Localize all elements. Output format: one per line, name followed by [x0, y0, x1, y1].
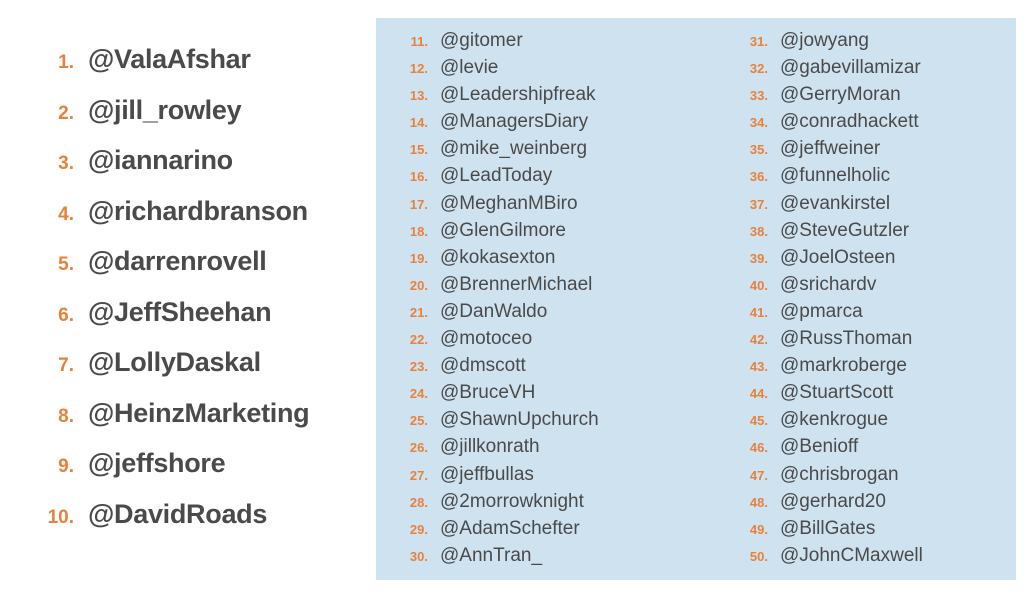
twitter-handle: @dmscott [440, 355, 526, 377]
twitter-handle: @AnnTran_ [440, 544, 543, 566]
twitter-handle: @mike_weinberg [440, 138, 588, 160]
rank-number: 46. [749, 440, 768, 456]
twitter-handle: @iannarino [88, 145, 233, 175]
list-item [394, 409, 716, 436]
rank-number: 38. [749, 223, 768, 239]
twitter-handle: @evankirstel [780, 192, 891, 214]
list-item [394, 274, 716, 301]
rank-number: 27. [409, 467, 428, 483]
rank-number: 47. [749, 467, 768, 483]
rank-number: 2. [58, 102, 74, 124]
rank-number: 49. [749, 521, 768, 537]
rank-number: 19. [409, 250, 428, 266]
rank-number: 21. [409, 304, 428, 320]
twitter-handle: @2morrowknight [440, 490, 584, 512]
twitter-handle: @levie [440, 57, 499, 79]
list-item [734, 436, 1016, 463]
top-ten-list [18, 44, 376, 549]
twitter-handle: @kokasexton [440, 246, 556, 268]
twitter-handle: @ShawnUpchurch [440, 409, 599, 431]
rank-number: 10. [47, 506, 74, 528]
list-item [18, 499, 376, 550]
list-item [734, 138, 1016, 165]
rank-number: 44. [749, 386, 768, 402]
rank-number: 3. [58, 153, 74, 174]
list-item [394, 165, 716, 192]
list-item [18, 246, 376, 297]
list-item [734, 193, 1016, 220]
list-item [734, 355, 1016, 382]
rank-number: 4. [58, 203, 74, 225]
rank-number: 43. [749, 359, 768, 375]
twitter-handle: @GlenGilmore [440, 219, 566, 241]
twitter-handle: @funnelholic [780, 165, 891, 187]
twitter-handle: @LollyDaskal [88, 347, 261, 377]
twitter-handle: @StuartScott [780, 382, 894, 404]
list-item [394, 436, 716, 463]
rank-number: 33. [749, 88, 768, 104]
rank-number: 35. [749, 142, 768, 158]
rank-number: 30. [409, 548, 428, 564]
list-item [394, 301, 716, 328]
list-item [394, 545, 716, 572]
rank-number: 26. [409, 440, 428, 456]
list-item [18, 145, 376, 196]
list-item [394, 138, 716, 165]
twitter-handle: @BillGates [780, 517, 876, 539]
rank-number: 29. [409, 521, 428, 537]
twitter-handle: @Leadershipfreak [440, 84, 596, 106]
list-item [734, 545, 1016, 572]
twitter-handle: @ManagersDiary [440, 111, 589, 133]
twitter-handle: @ValaAfshar [88, 44, 251, 74]
twitter-handle: @LeadToday [440, 165, 553, 187]
list-item [18, 398, 376, 449]
rank-number: 32. [749, 61, 768, 77]
twitter-handle: @conradhackett [780, 111, 919, 133]
twitter-handle: @RussThoman [780, 328, 913, 350]
rank-number: 25. [409, 413, 428, 429]
rank-number: 12. [409, 61, 428, 77]
list-item [394, 382, 716, 409]
list-item [734, 464, 1016, 491]
twitter-handle: @gerhard20 [780, 490, 886, 512]
twitter-handle: @gabevillamizar [780, 57, 921, 79]
list-item [734, 409, 1016, 436]
list-item [18, 297, 376, 348]
right-column [716, 30, 1016, 580]
twitter-handle: @jill_rowley [88, 94, 242, 125]
list-item [734, 301, 1016, 328]
twitter-handle: @JoelOsteen [780, 246, 896, 268]
twitter-handle: @jeffweiner [780, 138, 881, 160]
twitter-handle: @DavidRoads [88, 498, 268, 529]
rank-number: 14. [409, 115, 428, 131]
middle-column [376, 30, 716, 580]
list-item [394, 30, 716, 57]
rank-number: 18. [409, 223, 428, 239]
twitter-handle: @MeghanMBiro [440, 192, 578, 214]
slide-canvas [18, 18, 1016, 580]
rank-number: 40. [749, 277, 768, 293]
rank-number: 16. [409, 169, 428, 185]
list-item [18, 95, 376, 146]
twitter-handle: @DanWaldo [440, 300, 548, 322]
rank-number: 20. [409, 277, 428, 293]
list-item [394, 193, 716, 220]
rank-number: 11. [410, 34, 428, 49]
list-item [394, 464, 716, 491]
list-item [734, 491, 1016, 518]
list-item [394, 518, 716, 545]
list-item [394, 355, 716, 382]
twitter-handle: @AdamSchefter [440, 517, 580, 539]
list-item [734, 111, 1016, 138]
twitter-handle: @srichardv [780, 273, 877, 295]
list-item [394, 328, 716, 355]
list-item [394, 247, 716, 274]
rank-number: 42. [749, 332, 768, 348]
rank-number: 36. [749, 169, 768, 185]
list-item [734, 274, 1016, 301]
twitter-handle: @darrenrovell [88, 246, 267, 276]
twitter-handle: @JohnCMaxwell [780, 544, 923, 566]
list-item [394, 220, 716, 247]
rank-number: 1. [58, 52, 74, 73]
twitter-handle: @motoceo [440, 328, 533, 350]
rank-number: 17. [409, 196, 428, 212]
twitter-handle: @BruceVH [440, 382, 536, 404]
list-item [734, 328, 1016, 355]
list-item [394, 84, 716, 111]
list-item [734, 220, 1016, 247]
rank-number: 34. [749, 115, 768, 131]
list-item [734, 165, 1016, 192]
rank-number: 13. [409, 88, 428, 104]
rank-number: 5. [58, 254, 74, 275]
rank-number: 50. [749, 548, 768, 564]
rank-number: 41. [749, 304, 768, 320]
rank-number: 45. [749, 413, 768, 429]
twitter-handle: @BrennerMichael [440, 273, 593, 295]
rank-number: 48. [749, 494, 768, 510]
rank-number: 22. [409, 332, 428, 348]
list-item [394, 491, 716, 518]
twitter-handle: @Benioff [780, 436, 859, 458]
rank-number: 37. [749, 196, 768, 212]
rank-number: 8. [58, 405, 74, 427]
rank-number: 39. [749, 250, 768, 266]
twitter-handle: @richardbranson [88, 195, 308, 226]
twitter-handle: @jillkonrath [440, 436, 540, 458]
list-item [734, 57, 1016, 84]
top-ten-panel [18, 18, 376, 580]
list-item [734, 247, 1016, 274]
rank-number: 9. [58, 456, 74, 477]
list-item [18, 448, 376, 499]
twitter-handle: @kenkrogue [780, 409, 889, 431]
rank-number: 7. [58, 355, 74, 376]
rank-number: 24. [409, 386, 428, 402]
rank-number: 31. [749, 34, 768, 49]
list-item [394, 57, 716, 84]
twitter-handle: @markroberge [780, 355, 907, 377]
twitter-handle: @jeffbullas [440, 463, 534, 485]
twitter-handle: @chrisbrogan [780, 463, 899, 485]
remaining-ranks-panel [376, 18, 1016, 580]
twitter-handle: @GerryMoran [780, 84, 901, 106]
list-item [18, 44, 376, 95]
rank-number: 15. [409, 142, 428, 158]
rank-number: 6. [58, 304, 74, 326]
twitter-handle: @pmarca [780, 300, 863, 322]
list-item [18, 196, 376, 247]
list-item [394, 111, 716, 138]
twitter-handle: @gitomer [440, 30, 523, 51]
twitter-handle: @jeffshore [88, 448, 226, 478]
rank-number: 23. [409, 359, 428, 375]
twitter-handle: @HeinzMarketing [88, 397, 310, 428]
list-item [734, 30, 1016, 57]
twitter-handle: @jowyang [780, 30, 869, 51]
twitter-handle: @JeffSheehan [88, 296, 272, 327]
rank-number: 28. [409, 494, 428, 510]
list-item [734, 382, 1016, 409]
list-item [734, 84, 1016, 111]
twitter-handle: @SteveGutzler [780, 219, 910, 241]
list-item [734, 518, 1016, 545]
list-item [18, 347, 376, 398]
